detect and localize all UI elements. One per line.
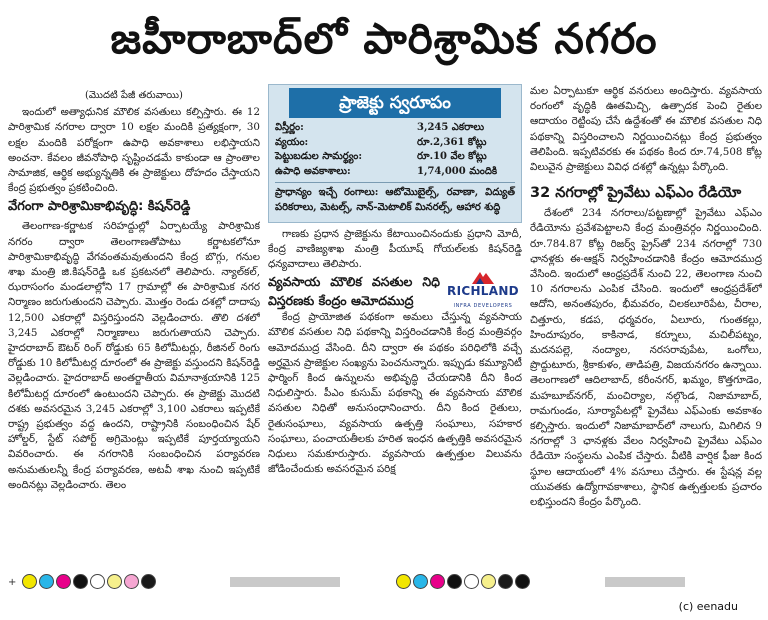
info-row-label: విస్తీర్ణం:	[275, 122, 304, 133]
color-dot	[413, 574, 428, 589]
logo-subtitle: INFRA DEVELOPERS	[453, 303, 513, 310]
color-bar-left	[22, 574, 156, 589]
info-box-sectors: ప్రాధాన్యం ఇచ్చే రంగాలు: ఆటోమొబైల్స్‌, రవాణా, విద్యుత్‌ పరికరాలు, మెటల్స్‌, నాన్‌-మెటాలిక్‌ మినరల్స్‌, ఆహార శుద్ధి	[275, 187, 515, 213]
color-dot	[73, 574, 88, 589]
info-row-jobs	[269, 165, 521, 180]
color-dot	[481, 574, 496, 589]
color-dot	[22, 574, 37, 589]
color-dot	[90, 574, 105, 589]
grey-bar-left	[230, 577, 340, 587]
column-1	[8, 88, 260, 572]
color-dot	[464, 574, 479, 589]
info-row-value: 1,74,000 మందికి	[417, 165, 498, 177]
info-row-area	[269, 121, 521, 136]
richland-logo	[444, 274, 522, 310]
registration-mark-icon: +	[8, 577, 17, 588]
color-dot	[107, 574, 122, 589]
project-info-box	[268, 84, 522, 223]
col1-paragraph-2: తెలంగాణ-కర్ణాటక సరిహద్దుల్లో ఏర్పాటయ్యే పారిశ్రామిక నగరం ద్వారా తెలంగాణతోపాటు కర్ణాటకలోనూ పారిశ్రామికాభివృద్ధి వేగవంతమవుతుందని కేంద్ర బొగ్గు, గనుల శాఖ మంత్రి జి.కిషన్‌రెడ్డి ఒక ప్రకటనలో తెలిపారు. న్యాల్‌కల్‌, ఝరాసంగం మండలాల్లోని 17 గ్రామాల్లో ఈ పారిశ్రామిక నగర నిర్మాణం జరుగుతుందని చెప్పారు. మొత్తం రెండు దశల్లో దాదాపు 12,500 ఎకరాల్లో విస్తరిస్తుందని వెల్లడించారు. తొలి దశలో 3,245 ఎకరాల్లో నిర్మాణాలు జరుగుతాయని చెప్పారు. హైదరాబాద్‌ ఔటర్‌ రింగ్‌ రోడ్డుకు 65 కిలోమీటర్లు, రీజినల్‌ రింగు రోడ్డుకు 10 కిలోమీటర్ల దూరంలో ఈ ప్రాజెక్టు వస్తుందని కిషన్‌రెడ్డి వెల్లడించారు. హైదరాబాద్‌ అంతర్జాతీయ విమానాశ్రయానికి 125 కిలోమీటర్ల దూరంలో ఉంటుందని చెప్పారు. ఈ ప్రాజెక్టు మొదటి దశకు అవసరమైన 3,245 ఎకరాల్లో 3,100 ఎకరాలు ఇప్పటికే రాష్ట్ర ప్రభుత్వం వద్ద ఉందని, రాష్ట్రానికి సంబంధించిన షేర్‌ హోల్డర్‌, స్టేట్‌ సపోర్ట్‌ అగ్రిమెంట్లు ఇప్పటికే పూర్తయ్యాయని వివరించారు. ఈ నగరానికి సంబంధించిన పర్యావరణ అనుమతులన్నీ కేంద్ర పర్యావరణ, అటవీ శాఖ నుంచి ఇప్పటికే అందినట్లు వెల్లడించారు. తెలం	[8, 220, 260, 491]
col3-paragraph-2: దేశంలో 234 నగరాలు/పట్టణాల్లో ప్రైవేటు ఎఫ్‌ఎం రేడియోను ప్రవేశపెట్టాలని కేంద్ర మంత్రివర్గం నిర్ణయించింది. రూ.784.87 కోట్ల రిజర్వ్‌ ప్రైస్‌తో 234 నగరాల్లో 730 ఛానళ్లకు ఈ-ఆక్షన్‌ నిర్వహించడానికి కేంద్రం ఆమోదముద్ర వేసింది. ఇందులో ఆంధ్రప్రదేశ్‌ నుంచి 22, తెలంగాణ నుంచి 10 నగరాలను ఎంపిక చేసింది. ఇందులో ఆంధ్రప్రదేశ్‌లో ఆదోని, అనంతపురం, భీమవరం, చిలకలూరిపేట, చీరాల, చిత్తూరు, కడప, ధర్మవరం, ఏలూరు, గుంతకల్లు, హిందూపురం, కాకినాడ, కర్నూలు, మచిలీపట్నం, మదనపల్లె, నంద్యాల, నరసరావుపేట, ఒంగోలు, ప్రొద్దుటూరు, శ్రీకాకుళం, తాడిపత్రి, విజయనగరం ఉన్నాయి. తెలంగాణలో ఆదిలాబాద్‌, కరీంనగర్‌, ఖమ్మం, కొత్తగూడెం, మహబూబ్‌నగర్‌, మంచిర్యాల, నల్గొండ, నిజామాబాద్‌, రామగుండం, సూర్యాపేటల్లో ప్రైవేటు ఎఫ్‌ఎంకు అవకాశం కల్పిస్తారు. ఇందులో నిజామాబాద్‌లో నాలుగు, మిగిలిన 9 నగరాల్లో 3 ఛానళ్లకు వేలం నిర్వహించి ప్రైవేటు ఎఫ్‌ఎం రేడియో సంస్థలను ఎంపిక చేస్తారు. వీటికి వార్షిక ఫీజు కింద స్థూల ఆదాయంలో 4% వసూలు చేస్తారు. ఈ స్టేషన్ల వల్ల యువతకు ఉద్యోగావకాశాలు, స్థానిక ఉత్పత్తులకు ప్రచారం లభిస్తుందని కేంద్రం పేర్కొంది.	[530, 207, 762, 509]
grey-bar-right	[605, 577, 685, 587]
continued-note: (మొదటి పేజీ తరువాయి)	[85, 90, 183, 101]
col2-subheading: వ్యవసాయ మౌలిక వసతుల నిధి విస్తరణకు కేంద్రం ఆమోదముద్ర	[268, 274, 440, 309]
column-3	[530, 84, 762, 574]
col2-subheading-wrap	[268, 272, 522, 310]
color-dot	[396, 574, 411, 589]
color-bar-right	[396, 574, 530, 589]
col3-subheading: 32 నగరాల్లో ప్రైవేటు ఎఫ్‌ఎం రేడియో	[530, 185, 742, 202]
info-box-divider	[275, 182, 515, 183]
column-2	[268, 84, 522, 574]
info-row-label: వ్యయం:	[275, 136, 309, 148]
color-dot	[141, 574, 156, 589]
color-dot	[56, 574, 71, 589]
info-row-value: రూ.2,361 కోట్లు	[417, 136, 487, 148]
info-row-value: రూ.10 వేల కోట్లు	[417, 151, 487, 163]
color-dot	[39, 574, 54, 589]
richland-logo-icon	[472, 270, 494, 284]
col3-paragraph-1: మల ఏర్పాటుకూ ఆర్థిక వనరులు అందిస్తారు. వ్యవసాయ రంగంలో వృద్ధికి ఊతమిచ్చి, ఉత్పాదక పెంచి రైతుల ఆదాయం రెట్టింపు చేసే ఉద్దేశంతో ఈ మౌలిక వసతుల నిధి పథకాన్ని విస్తరించాలని నిర్ణయించినట్లు కేంద్ర ప్రభుత్వం తెలిపింది. ఇప్పటివరకు ఈ పథకం కింద రూ.74,508 కోట్ల విలువైన ప్రాజెక్టులు వివిధ దశల్లో ఉన్నట్లు పేర్కొంది.	[530, 85, 762, 174]
color-dot	[515, 574, 530, 589]
info-row-cost	[269, 136, 521, 151]
info-box-title: ప్రాజెక్టు స్వరూపం	[289, 88, 501, 118]
color-dot	[447, 574, 462, 589]
col1-subheading: వేగంగా పారిశ్రామికాభివృద్ధి: కిషన్‌రెడ్డి	[8, 199, 191, 215]
color-dot	[430, 574, 445, 589]
col1-paragraph-1: ఇందులో అత్యాధునిక మౌలిక వసతులు కల్పిస్తారు. ఈ 12 పారిశ్రామిక నగరాల ద్వారా 10 లక్షల మందికి ప్రత్యక్షంగా, 30 లక్షల మందికి పరోక్షంగా ఉపాధి అవకాశాలు లభిస్తాయని అంచనా. కేవలం జీవనోపాధి సృష్టించడమే కాకుండా ఆ ప్రాంతాల సామాజిక, ఆర్థిక అభ్యున్నతికి ఈ ప్రాజెక్టులు దోహదం చేస్తాయని కేంద్ర ప్రభుత్వం ప్రకటించింది.	[8, 106, 260, 195]
col2-paragraph-2: కేంద్ర ప్రాయోజిత పథకంగా అమలు చేస్తున్న వ్యవసాయ మౌలిక వసతుల నిధి పథకాన్ని విస్తరించడానికి కేంద్ర మంత్రివర్గం ఆమోదముద్ర వేసింది. దీని ద్వారా ఈ పథకం పరిధిలోకి వచ్చే అర్హమైన ప్రాజెక్టుల సంఖ్యను పెంచనున్నారు. ఇప్పుడు కమ్యూనిటీ ఫార్మింగ్‌ కింద ఉన్నులను అభివృద్ధి చేయడానికి దీని కింద నిధులిస్తారు. పీఎం కుసుమ్‌ పథకాన్ని ఈ వ్యవసాయ మౌలిక వసతుల నిధితో అనుసంధానించారు. దీని కింద రైతులు, రైతుసంఘాలు, వ్యవసాయ ఉత్పత్తి సంఘాలు, సహకార సంఘాలు, పంచాయతీలకు హరిత ఇంధన ఉత్పత్తికి అవసరమైన నిధులు సమకూరుస్తారు. వ్యవసాయ ఉత్పత్తుల విలువను జోడించేందుకు అవసరమైన పరిక్ష	[268, 311, 522, 476]
headline: జహీరాబాద్‌లో పారిశ్రామిక నగరం	[110, 14, 658, 63]
col2-paragraph-1: గాణకు ప్రధాన ప్రాజెక్టును కేటాయించినందుకు ప్రధాని మోదీ, కేంద్ర వాణిజ్యశాఖ మంత్రి పీయూష్‌ గోయల్‌లకు కిషన్‌రెడ్డి ధన్యవాదాలు తెలిపారు.	[268, 227, 522, 270]
logo-name: RICHLAND	[447, 283, 519, 298]
info-row-value: 3,245 ఎకరాలు	[417, 122, 485, 133]
info-row-investment	[269, 150, 521, 165]
color-dot	[498, 574, 513, 589]
credit: (c) eenadu	[678, 600, 738, 613]
color-dot	[124, 574, 139, 589]
info-row-label: ఉపాధి అవకాశాలు:	[275, 165, 351, 177]
info-row-label: పెట్టుబడుల సామర్థ్యం:	[275, 151, 363, 163]
